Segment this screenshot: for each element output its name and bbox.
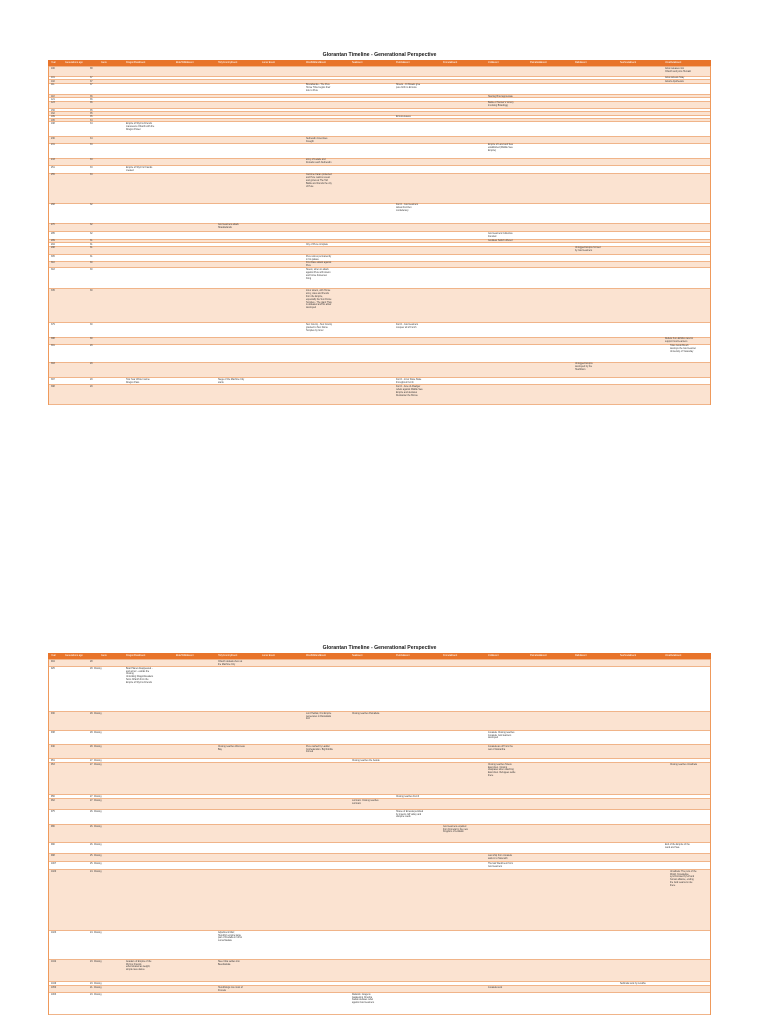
event-cell: Empire of Land and Sea established (Middle Sea Empire) [488,144,513,153]
year-cell: 102 [51,80,55,83]
year-cell: 398 [51,385,55,388]
event-cell: Unlogged Empire destroyed by the Heubblers [575,363,593,372]
event-cell: Closing reaches Teleos East shen. Closing dissipates when reaching East shen. Refugees settle there [488,763,516,778]
event-cell: First Dave attack against Pure [306,262,332,268]
event-cell: Pure cashed by Ladder Confederation. Big Rubble formed [306,745,333,754]
col-c4: Lunar Event [262,60,275,64]
generations-cell: 25. Closing [90,862,102,865]
table-row [48,843,711,854]
col-gens: Gens [101,60,107,64]
event-cell: God Learners Collective founded [488,232,513,238]
year-cell: 231 [51,144,55,147]
event-cell: Goddess Switch offered [488,240,513,243]
table-row [48,745,711,759]
table-border-right [710,66,711,405]
table-row [48,174,711,204]
event-cell: Unlogged Empire formed by God Learners [575,247,601,253]
generations-cell: 32 [90,232,93,235]
generations-cell: 37 [90,84,93,87]
generations-cell: 28. Closing [90,712,102,715]
table-row [48,385,711,405]
col-year: Year [51,60,56,64]
generations-cell: 36 [90,102,93,105]
generations-cell: 38 [90,67,93,70]
col-c10: PamaltelaEvent [530,653,547,657]
event-cell: Lord Heldak, first Empire persecutes in Ramaliatis lord [306,712,332,721]
col-c2: ElderWildsEvent [176,60,194,64]
year-cell: 255 [51,174,55,177]
generations-cell: 24. Closing [90,931,102,934]
event-cell: House of Ernesta perished by insects, Elf valley and vampire reeds [396,810,424,819]
col-generations-ago: Generations ago [65,60,83,64]
generations-cell: 27. Closing [90,795,102,798]
generations-cell: 26. Closing [90,843,102,846]
table-row [48,810,711,825]
year-cell: 189 [51,116,55,119]
col-c12: SeshnelaEvent [620,653,637,657]
generations-cell: 27. Closing [90,759,102,762]
year-cell: 953 [51,763,55,766]
event-cell: Last ship from Jonatela sails in to Notenoth [488,854,512,860]
col-c7: PeloriaEvent [396,60,410,64]
table-row [48,247,711,256]
year-cell: 925 [51,667,55,670]
generations-cell: 29 [90,385,93,388]
generations-cell: 33 [90,144,93,147]
year-cell: 1063 [51,993,57,996]
page-2 [48,645,711,1024]
generations-cell: 30 [90,268,93,271]
page-title: Glorantan Timeline - Generational Perspective [322,52,437,58]
event-cell: Starting Brod appreciate [488,95,513,98]
year-cell: 318 [51,268,55,271]
col-c2: ElderWildsEvent [176,653,194,657]
generations-cell: 27. Closing [90,799,102,802]
event-cell: Furnh - Ionur Dave State throughout Furnh [396,378,422,384]
year-cell: 251 [51,166,55,169]
event-cell: Tolos Godo Breuft destroys the God Learner University of Yavanday [670,345,697,354]
generations-cell: 29 [90,363,93,366]
year-cell: 289 [51,240,55,243]
generations-cell: 34 [90,122,93,125]
year-cell: 1042 [51,960,57,963]
generations-cell: 28. Closing [90,667,102,670]
generations-cell: 31 [90,240,93,243]
year-cell: 930 [51,712,55,715]
col-c1: DragonPassEvent [126,60,146,64]
generations-cell: 29 [90,345,93,348]
table-row [48,993,711,1015]
year-cell: 270 [51,224,55,227]
event-cell: Stee Citta settles into Beedraniala [218,960,240,966]
event-cell: Empire of Wyrms Friends manoeuvre Orlanth with the Dragon Power [126,122,155,131]
col-c6: SeaEvent [352,60,363,64]
event-cell: Closing reaches Umathela [670,763,697,766]
event-cell: Jonatela are off from the rest of Glorantha [488,745,513,751]
event-cell: Pure retires permanently in his palace [306,255,332,261]
event-cell: Brazabanda - The Pure Horse Tribe begins their trek to Pure [306,84,331,92]
year-cell: 305 [51,255,55,258]
generations-cell: 24. Closing [90,870,102,873]
generations-cell: 28. Closing [90,731,102,734]
generations-cell: 26. Closing [90,825,102,828]
event-cell: Nebresdin Incentives brought [306,137,328,143]
event-cell: Orlanth defeats Zeon at the Machine City [218,660,243,666]
col-c3: HolyCountryEvent [218,60,238,64]
year-cell: 391 [51,345,55,348]
table-row [48,763,711,795]
generations-cell: 34 [90,119,93,122]
event-cell: God Learners attack Shadowlands [218,224,239,230]
col-c3: HolyCountryEvent [218,653,238,657]
generations-cell: 25. Closing [90,854,102,857]
table-row [48,667,711,712]
event-cell: Sun County - Sun County granted to Sun Dome Temples by Ionur [306,323,333,332]
generations-cell: 34 [90,137,93,140]
table-row [48,825,711,843]
table-row [48,102,711,110]
generations-cell: 31 [90,255,93,258]
col-c10: PamaltelaEvent [530,60,547,64]
year-cell: 1049 [51,982,57,985]
table-row [48,731,711,745]
table-row [48,144,711,159]
event-cell: The last Wedd sent from God Learners [488,862,513,868]
event-cell: Adjudment Marr, Hendrik's empire large part of Fredelia in full to Luma Nadare [218,931,243,943]
generations-cell: 26. Closing [90,810,102,813]
year-cell: 904 [51,660,55,663]
year-cell: 1050 [51,986,57,989]
table-row [48,268,711,289]
year-cell: 393 [51,363,55,366]
table-row [48,960,711,982]
year-cell: 980 [51,825,55,828]
event-cell: Jonatela. Closing reaches Jonatela. God learners destroyed [488,731,515,740]
event-cell: God Learners expelled from Fronela by the new Kingdom of Loskalm [443,825,468,834]
table-row [48,338,711,345]
year-cell: 998 [51,854,55,857]
event-cell: Ermora leaves [396,116,411,119]
event-cell: Stoetn, when to attack against Pure with stoetn and horse horsemen bring [306,268,331,280]
generations-cell: 28. Closing [90,745,102,748]
year-cell: 397 [51,378,55,381]
year-cell: 230 [51,137,55,140]
event-cell: Arkat releases into Orlanth and joins Humakt [665,67,691,73]
year-cell: 156 [51,109,55,112]
col-c5: WestMidlandEvent [306,653,326,657]
table-row [48,986,711,993]
year-cell: 195 [51,119,55,122]
event-cell: Arkat's Apotheosis [665,80,684,83]
generations-cell: 29 [90,378,93,381]
generations-cell: 36 [90,95,93,98]
year-cell: 118 [51,95,55,98]
event-cell: Arkat defeats Skay [665,77,685,80]
generations-cell: 35 [90,116,93,119]
table-row [48,854,711,862]
generations-cell: 33 [90,159,93,162]
year-cell: 1020 [51,870,57,873]
table-border-right [710,659,711,1015]
generations-cell: 30 [90,289,93,292]
col-c5: WestMidlandEvent [306,60,326,64]
table-row [48,204,711,224]
event-cell: End of the Empire of the Land and Sea [665,843,690,849]
generations-cell: 31 [90,247,93,250]
table-row [48,159,711,167]
col-c1: DragonPassEvent [126,653,146,657]
year-cell: 285 [51,232,55,235]
year-cell: 298 [51,247,55,250]
table-row [48,345,711,363]
event-cell: City of Pure complete [306,243,328,246]
year-cell: 938 [51,731,55,734]
event-cell: Jonatela sunk [488,986,503,989]
event-cell: Boat Planet disappeared - and armor - estrals the Closing Unlocking Dragonbreakers Sons Orlanth from the Empire of Wyrms Friends [126,667,154,685]
table-row [48,224,711,233]
event-cell: Furnh - Aine of Abadger rebels against Middle Sea Empire and declares Duckaniac the Bonne [396,385,423,397]
event-cell: Anaders of Empire of the Wyrms Friends exterminated as weight, simple race dance [126,960,152,972]
table-border-left [48,659,49,1015]
generations-cell: 30 [90,262,93,265]
col-c4: Lunar Event [262,653,275,657]
table-row [48,84,711,96]
col-c11: RalioEvent [575,653,587,657]
table-row [48,66,711,77]
year-cell: 294 [51,243,55,246]
table-row [48,289,711,323]
generations-cell: 30 [90,323,93,326]
year-cell: 335 [51,289,55,292]
event-cell: Closing reaches Pamaltela [352,712,380,715]
generations-cell: 23. Closing [90,960,102,963]
event-cell: Ionur stoetn, with Horse army, sites and friends from the Empire, especially the Sun Dome Temples - The giant Thay is defeated and his allies destroyed [306,289,332,310]
generations-cell: 23. Closing [90,982,102,985]
event-cell: Furnh - God Learners conquer all of Furnh [396,323,419,329]
event-cell: Closing reaches Wenneas Bay [218,745,245,751]
col-c8: FronelaEvent [443,653,458,657]
table-row [48,862,711,870]
generations-cell: 36 [90,98,93,101]
year-cell: 975 [51,810,55,813]
table-row [48,378,711,385]
event-cell: Lorimani. Closing reaches Lorimani [352,799,379,805]
event-cell: Siege of the Machine City starts [218,378,245,384]
event-cell: Sheelo - Dr Boaels give pure birth to Ermora [396,84,421,89]
table-row [48,323,711,338]
year-cell: 123 [51,102,55,105]
year-cell: 162 [51,112,55,115]
generations-cell: 37 [90,77,93,80]
year-cell: 268 [51,204,55,207]
year-cell: 101 [51,77,55,80]
col-c6: SeaEvent [352,653,363,657]
generations-cell: 21. Closing [90,986,102,989]
col-c9: JrdsEvent [488,60,499,64]
event-cell: Closing reaches Furnh [396,795,420,798]
col-c8: FronelaEvent [443,60,458,64]
generations-cell: 28 [90,660,93,663]
year-cell: 956 [51,795,55,798]
col-generations-ago: Generations ago [65,653,83,657]
generations-cell: 27. Closing [90,763,102,766]
col-year: Year [51,653,56,657]
generations-cell: 33 [90,166,93,169]
year-cell: 198 [51,122,55,125]
table-border-left [48,66,49,405]
generations-cell: 32 [90,204,93,207]
generations-cell: 31 [90,243,93,246]
event-cell: Furnh - God Learners defeat Furnhen confederacy [396,204,419,213]
table-row [48,870,711,931]
page-title: Glorantan Timeline - Generational Perspective [322,645,437,651]
year-cell: 990 [51,843,55,846]
col-c7: PeloriaEvent [396,653,410,657]
year-cell: 388 [51,338,55,341]
event-cell: Rebels from Ethilion land to support God Learners [665,338,694,344]
col-c9: JrdsEvent [488,653,499,657]
year-cell: 310 [51,262,55,265]
table-row [48,931,711,960]
event-cell: Closing reaches the beside [352,759,380,762]
event-cell: Two Year Winter ravine Dragon Pass [126,378,150,384]
table-row [48,799,711,810]
year-cell: 940 [51,745,55,748]
event-cell: Empire of Wyrm's Friends created [126,166,153,172]
event-cell: Seibinda sunk by Loskha [620,982,646,985]
event-cell: Ralands: Gragens Awakening Ometha Kadat releases rebel against God Learners [352,993,375,1005]
year-cell: 962 [51,799,55,802]
year-cell: 100 [51,67,55,70]
page-1 [48,52,711,542]
col-gens: Gens [101,653,107,657]
year-cell: 121 [51,98,55,101]
year-cell: 243 [51,159,55,162]
year-cell: 951 [51,759,55,762]
table-row [48,712,711,731]
event-cell: army of Lwade and limnads reach Nebresdin [306,159,332,165]
generations-cell: 37 [90,80,93,83]
event-cell: Umathela: The purs of the World. Knowledge synchronised by elf and human alliance, ending the God Learners rule there [670,870,697,888]
col-c13: UmathelaEvent [665,653,682,657]
col-c11: RalioEvent [575,60,587,64]
generations-cell: 30 [90,338,93,341]
year-cell: 1007 [51,862,57,865]
col-c12: SeshnelaEvent [620,60,637,64]
year-cell: 379 [51,323,55,326]
col-c13: UmathelaEvent [665,60,682,64]
year-cell: 1023 [51,931,57,934]
generations-cell: 35 [90,109,93,112]
generations-cell: 32 [90,224,93,227]
table-row [48,363,711,379]
event-cell: Hendrikings rule most of Fronela [218,986,243,992]
event-cell: Battle of Tanisor's Victory Involving Brwidingg [488,102,514,108]
table-row [48,166,711,174]
table-row [48,119,711,137]
year-cell: 111 [51,84,55,87]
event-cell: Carmine Karan protected and Pure realms reveal and grows at The Tall Battle and founds the city of Pure [306,174,332,189]
table-row [48,659,711,667]
table-row [48,232,711,240]
generations-cell: 33 [90,174,93,177]
generations-cell: 35 [90,112,93,115]
generations-cell: 23. Closing [90,993,102,996]
